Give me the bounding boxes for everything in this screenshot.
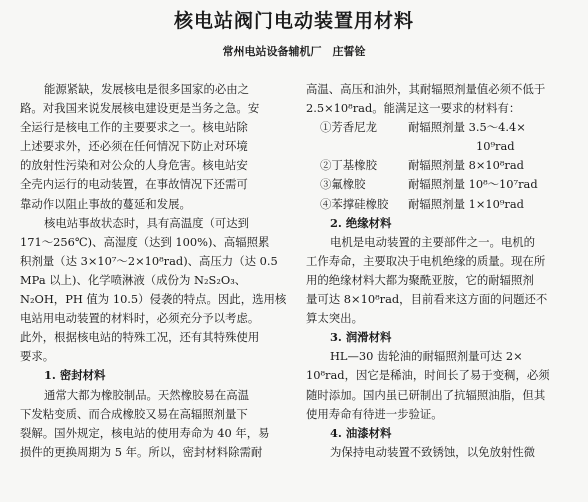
- text-line: 电站用电动装置的材料时，必须充分予以考虑。: [20, 311, 260, 326]
- material-row: [306, 137, 582, 156]
- material-row: [306, 118, 582, 137]
- material-row: [306, 156, 582, 175]
- material-name: ②丁基橡胶: [320, 158, 377, 173]
- text-line: 全运行是核电工作的主要要求之一。核电站除: [20, 120, 248, 135]
- text-line: 此外，根据核电站的特殊工况，还有其特殊使用: [20, 330, 260, 345]
- text-line: 10⁸rad，因它是稀油，时间长了易于变稠，必须: [306, 368, 550, 383]
- section-heading: 2. 绝缘材料: [330, 215, 392, 230]
- text-line: 通常大都为橡胶制品。天然橡胶易在高温: [44, 387, 250, 402]
- text-line: 算太突出。: [306, 311, 363, 326]
- text-line: 的放射性污染和对公众的人身危害。核电站安: [20, 158, 248, 173]
- text-line: 电机是电动装置的主要部件之一。电机的: [330, 234, 536, 249]
- material-dose: 耐辐照剂量 1×10⁹rad: [408, 196, 524, 211]
- text-line: 工作寿命，主要取决于电机绝缘的质量。现在所: [306, 253, 546, 268]
- text-line: 全壳内运行的电动装置，在事故情况下还需可: [20, 177, 248, 192]
- text-line: 为保持电动装置不致锈蚀，以免放射性微: [330, 444, 536, 459]
- text-line: N₂OH，PH 值为 10.5）侵袭的特点。因此，选用核: [20, 292, 287, 307]
- text-line: 171～256℃)、高湿度（达到 100%)、高辐照累: [20, 234, 270, 249]
- text-line: 使用寿命有待进一步验证。: [306, 406, 443, 421]
- material-name: ①芳香尼龙: [320, 120, 377, 135]
- text-line: 损件的更换周期为 5 年。所以，密封材料除需耐: [20, 444, 263, 459]
- text-line: 积剂量（达 3×10⁷～2×10⁸rad)、高压力（达 0.5: [20, 253, 278, 268]
- material-row: [306, 175, 582, 194]
- article-title: 核电站阀门电动装置用材料: [173, 10, 414, 32]
- left-column: [20, 80, 300, 462]
- text-line: 靠动作以阻止事故的蔓延和发展。: [20, 196, 191, 211]
- text-line: 路。对我国来说发展核电建设更是当务之急。安: [20, 101, 260, 116]
- section-heading: 4. 油漆材料: [330, 425, 392, 440]
- text-line: 下发粘变质、而合成橡胶又易在高辐照剂量下: [20, 406, 248, 421]
- material-name: ③氟橡胶: [320, 177, 366, 192]
- section-heading: 3. 润滑材料: [330, 330, 392, 345]
- text-line: 核电站事故状态时，具有高温度（可达到: [44, 215, 250, 230]
- author-byline: 常州电站设备辅机厂 庄誓铨: [222, 45, 366, 58]
- material-dose: 耐辐照剂量 10⁸～10⁷rad: [408, 177, 538, 192]
- text-line: MPa 以上)、化学喷淋液（成份为 N₂S₂O₃、: [20, 272, 247, 287]
- text-line: 能源紧缺，发展核电是很多国家的必由之: [44, 82, 250, 96]
- section-heading: 1. 密封材料: [44, 368, 106, 383]
- material-dose: 10⁹rad: [476, 139, 515, 154]
- text-line: 2.5×10⁸rad。能满足这一要求的材料有：: [306, 101, 521, 116]
- material-row: [306, 195, 582, 214]
- text-line: 随时添加。国内虽已研制出了抗辐照油脂，但其: [306, 387, 546, 402]
- text-line: 用的绝缘材料大都为聚酰亚胺，它的耐辐照剂: [306, 272, 534, 287]
- text-line: 上述要求外，还必须在任何情况下防止对环境: [20, 139, 248, 154]
- material-dose: 耐辐照剂量 3.5～4.4×: [408, 120, 526, 135]
- text-line: 要求。: [20, 349, 55, 364]
- material-dose: 耐辐照剂量 8×10⁸rad: [408, 158, 524, 173]
- text-line: HL—30 齿轮油的耐辐照剂量可达 2×: [330, 349, 523, 364]
- text-line: 量可达 8×10⁸rad，目前看来这方面的问题还不: [306, 292, 548, 307]
- right-column: [306, 80, 582, 462]
- text-line: 高温、高压和油外，其耐辐照剂量值必须不低于: [306, 82, 546, 96]
- material-name: ④苯撑硅橡胶: [320, 196, 389, 211]
- text-line: 裂解。国外规定，核电站的使用寿命为 40 年，易: [20, 425, 270, 440]
